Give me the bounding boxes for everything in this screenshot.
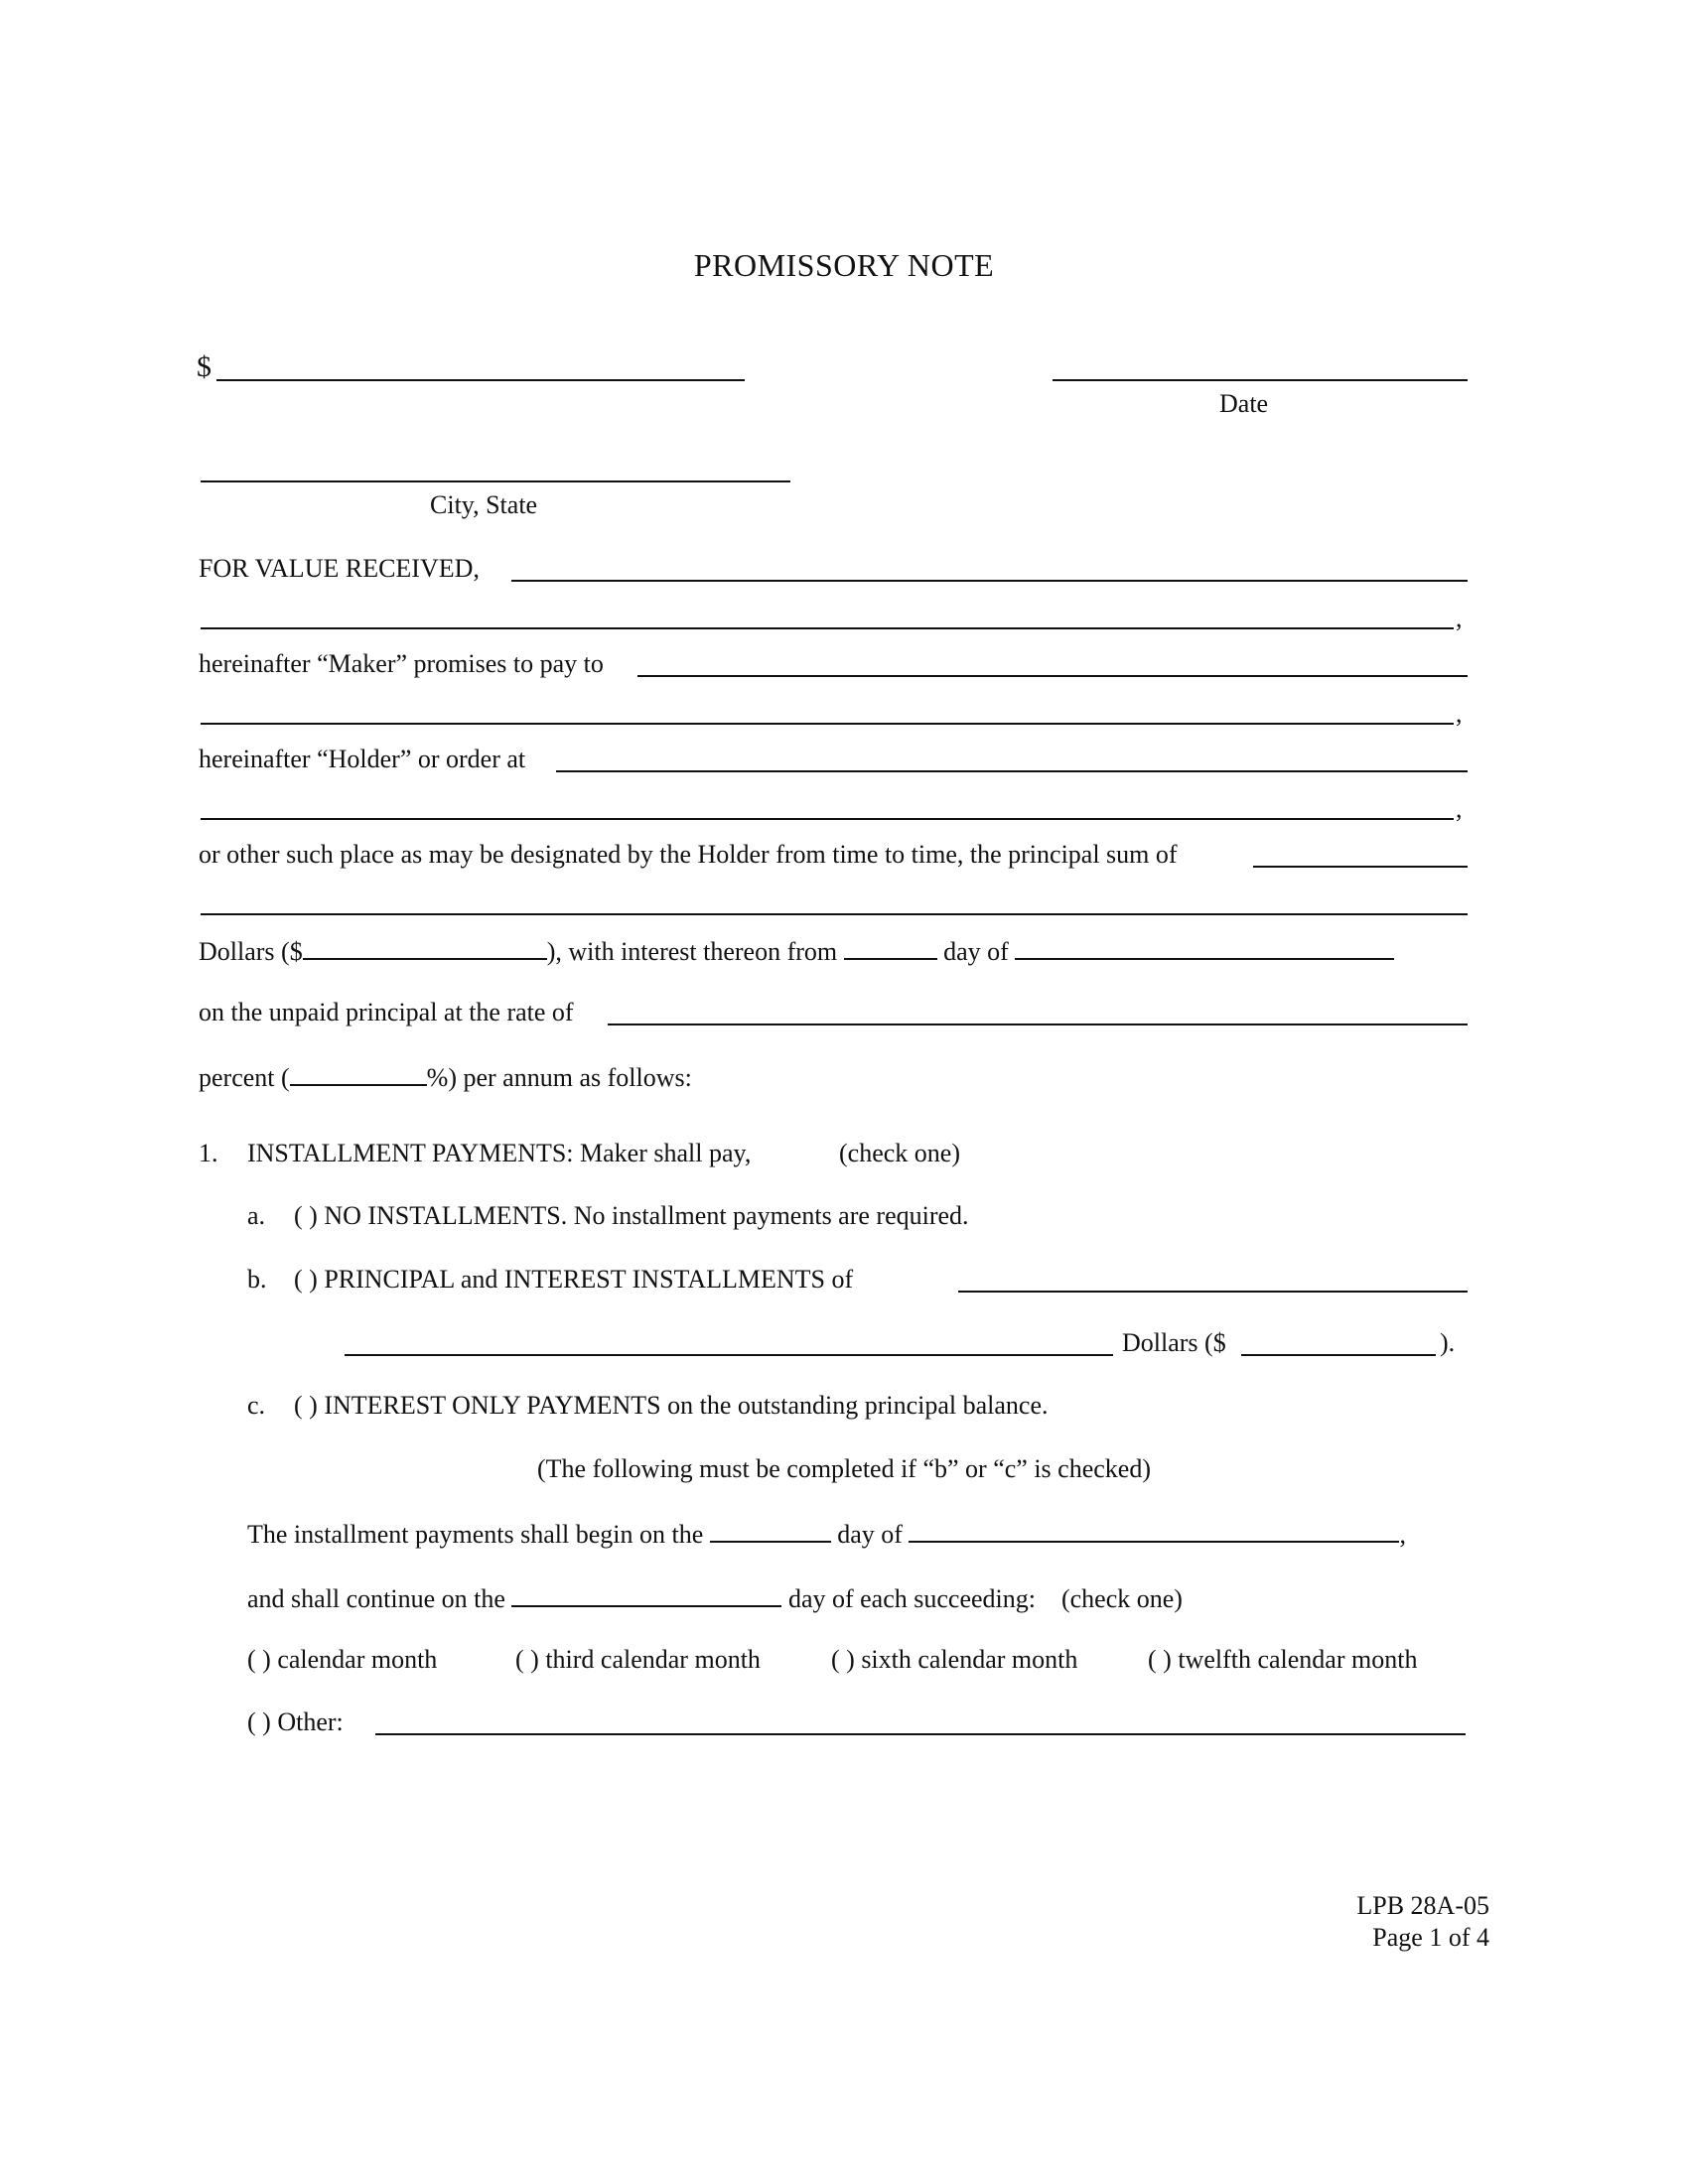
item-c-label: c. (247, 1391, 266, 1420)
principal-sum-field-2[interactable] (201, 913, 1468, 915)
begin-month-field[interactable] (909, 1517, 1399, 1543)
continue-day-field[interactable] (511, 1581, 781, 1607)
continue-label: and shall continue on the (247, 1584, 505, 1613)
option-third-calendar-month[interactable]: ( ) third calendar month (515, 1645, 761, 1674)
comma: , (1456, 699, 1463, 728)
maker-line-label: hereinafter “Maker” promises to pay to (199, 649, 604, 678)
continue-line (247, 1581, 1183, 1614)
item-b-close-label: ). (1440, 1328, 1456, 1357)
item-b-label: b. (247, 1265, 267, 1294)
page-number: Page 1 of 4 (1372, 1923, 1489, 1952)
section1-number: 1. (199, 1139, 218, 1167)
interest-start-month-field[interactable] (1015, 934, 1394, 960)
maker-name-field-2[interactable] (201, 627, 1454, 629)
interest-start-day-field[interactable] (844, 934, 937, 960)
dollars-open-label: Dollars ($ (199, 937, 303, 966)
item-a-label: a. (247, 1201, 266, 1230)
date-field[interactable] (1053, 379, 1468, 381)
item-b-option[interactable]: ( ) PRINCIPAL and INTEREST INSTALLMENTS of (294, 1265, 854, 1294)
holder-name-field[interactable] (637, 675, 1468, 677)
with-interest-label: ), with interest thereon from (546, 937, 838, 966)
comma: , (1456, 604, 1463, 632)
item-b-dollars-label: Dollars ($ (1122, 1328, 1226, 1357)
percent-open-label: percent ( (199, 1063, 290, 1092)
comma: , (1399, 1520, 1406, 1549)
footer (1356, 1890, 1489, 1954)
form-code: LPB 28A-05 (1356, 1891, 1489, 1920)
begin-label: The installment payments shall begin on the (247, 1520, 704, 1549)
holder-line-label: hereinafter “Holder” or order at (199, 745, 526, 773)
item-a-option[interactable]: ( ) NO INSTALLMENTS. No installment payments are required. (294, 1201, 969, 1230)
percent-close-label: %) per annum as follows: (426, 1063, 692, 1092)
option-twelfth-calendar-month[interactable]: ( ) twelfth calendar month (1148, 1645, 1418, 1674)
payment-address-field-2[interactable] (201, 818, 1454, 820)
begin-line (247, 1517, 1406, 1550)
city-state-field[interactable] (201, 480, 790, 482)
percent-line (199, 1060, 692, 1093)
rate-line-label: on the unpaid principal at the rate of (199, 998, 574, 1026)
comma: , (1456, 794, 1463, 823)
option-other[interactable]: ( ) Other: (247, 1707, 344, 1736)
item-c-option[interactable]: ( ) INTEREST ONLY PAYMENTS on the outstanding principal balance. (294, 1391, 1049, 1420)
principal-amount-field[interactable] (303, 934, 547, 960)
check-one-label: (check one) (1060, 1584, 1183, 1613)
check-one-label: (check one) (839, 1139, 960, 1167)
interest-rate-field[interactable] (290, 1060, 427, 1086)
begin-day-field[interactable] (710, 1517, 831, 1543)
principal-line-label: or other such place as may be designated by the Holder from time to time, the principal sum of (199, 840, 1178, 869)
dollars-line (199, 934, 1394, 967)
maker-name-field[interactable] (511, 580, 1468, 582)
option-sixth-calendar-month[interactable]: ( ) sixth calendar month (831, 1645, 1078, 1674)
following-note: (The following must be completed if “b” or “c” is checked) (537, 1454, 1151, 1483)
installment-amount-field[interactable] (1241, 1354, 1436, 1356)
installment-amount-words-field[interactable] (958, 1291, 1468, 1293)
dollar-sign: $ (197, 350, 211, 383)
payment-address-field[interactable] (556, 770, 1468, 772)
day-of-label: day of (943, 937, 1009, 966)
document-title: PROMISSORY NOTE (693, 247, 995, 283)
city-state-label: City, State (430, 490, 538, 519)
section1-heading: INSTALLMENT PAYMENTS: Maker shall pay, (247, 1139, 752, 1167)
date-label: Date (1219, 389, 1269, 418)
other-frequency-field[interactable] (375, 1733, 1466, 1735)
holder-name-field-2[interactable] (201, 723, 1454, 725)
for-value-received-label: FOR VALUE RECEIVED, (199, 554, 480, 583)
day-of-label: day of (837, 1520, 903, 1549)
each-succeeding-label: day of each succeeding: (787, 1584, 1036, 1613)
option-calendar-month[interactable]: ( ) calendar month (247, 1645, 438, 1674)
interest-rate-words-field[interactable] (608, 1024, 1468, 1025)
principal-sum-field[interactable] (1253, 866, 1468, 868)
amount-field[interactable] (216, 379, 745, 381)
installment-amount-words-field-2[interactable] (345, 1354, 1113, 1356)
